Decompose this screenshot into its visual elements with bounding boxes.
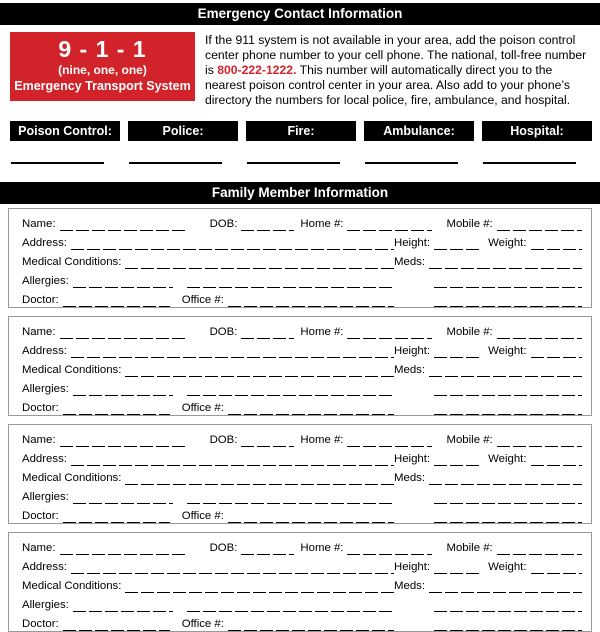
allergies-blank-line: [73, 598, 173, 612]
height-label: Height:: [394, 345, 431, 357]
meds-continuation-line-1: [434, 598, 582, 612]
doctor-label: Doctor:: [22, 294, 59, 306]
mobile-number-blank-line: [497, 541, 582, 555]
dob-label: DOB:: [209, 434, 238, 446]
allergies-blank-line: [73, 274, 173, 288]
meds-label: Meds:: [394, 256, 426, 268]
address-label: Address:: [22, 345, 67, 357]
emergency-section-title: Emergency Contact Information: [197, 6, 403, 21]
section-header-emergency: [0, 3, 600, 25]
member-row-identity: [22, 536, 582, 555]
allergies-continuation-line: [187, 382, 394, 396]
office-number-label: Office #:: [181, 294, 224, 306]
family-member-card: [8, 316, 592, 416]
weight-blank-line: [531, 344, 582, 358]
meds-blank-line: [429, 579, 582, 593]
family-member-card: [8, 208, 592, 308]
section-header-family: [0, 182, 600, 204]
doctor-label: Doctor:: [22, 402, 59, 414]
poison-control-phone-number: 800-222-1222.: [217, 63, 297, 77]
name-label: Name:: [22, 434, 56, 446]
meds-blank-line: [429, 255, 582, 269]
family-members-list: [8, 208, 592, 632]
allergies-label: Allergies:: [22, 491, 69, 503]
member-row-allergies: [22, 269, 582, 288]
name-label: Name:: [22, 542, 56, 554]
family-section-title: Family Member Information: [211, 185, 389, 200]
height-blank-line: [434, 344, 480, 358]
member-row-allergies: [22, 485, 582, 504]
name-label: Name:: [22, 218, 56, 230]
weight-blank-line: [531, 452, 582, 466]
badge-number: 9 - 1 - 1: [58, 36, 147, 62]
allergies-blank-line: [73, 490, 173, 504]
member-row-medical: [22, 250, 582, 269]
dob-label: DOB:: [209, 218, 238, 230]
meds-continuation-line-1: [434, 382, 582, 396]
member-row-doctor: [22, 396, 582, 415]
meds-continuation-line-1: [434, 490, 582, 504]
meds-label: Meds:: [394, 364, 426, 376]
mobile-number-label: Mobile #:: [446, 326, 493, 338]
member-row-doctor: [22, 504, 582, 523]
medical-conditions-blank-line: [125, 255, 394, 269]
doctor-label: Doctor:: [22, 510, 59, 522]
member-row-doctor: [22, 612, 582, 631]
allergies-continuation-line: [187, 274, 394, 288]
address-label: Address:: [22, 237, 67, 249]
dob-label: DOB:: [209, 542, 238, 554]
nine-one-one-badge: [10, 32, 195, 101]
name-label: Name:: [22, 326, 56, 338]
emergency-info-row: [10, 32, 592, 108]
dob-label: DOB:: [209, 326, 238, 338]
address-label: Address:: [22, 453, 67, 465]
height-label: Height:: [394, 237, 431, 249]
badge-phonetic: (nine, one, one): [58, 63, 147, 77]
allergies-blank-line: [73, 382, 173, 396]
height-blank-line: [434, 560, 480, 574]
contact-blank-line-police: [129, 162, 222, 164]
medical-conditions-blank-line: [125, 579, 394, 593]
contact-label-fire: Fire:: [246, 121, 356, 141]
member-row-address: [22, 555, 582, 574]
medical-conditions-blank-line: [125, 363, 394, 377]
contact-label-poison-control: Poison Control:: [10, 121, 120, 141]
poison-control-info-paragraph: [205, 33, 592, 108]
name-blank-line: [60, 325, 188, 339]
home-number-blank-line: [347, 433, 432, 447]
meds-continuation-line-1: [434, 274, 582, 288]
weight-label: Weight:: [488, 453, 527, 465]
doctor-label: Doctor:: [22, 618, 59, 630]
meds-continuation-line-2: [434, 293, 582, 307]
address-blank-line: [71, 560, 394, 574]
mobile-number-blank-line: [497, 325, 582, 339]
meds-blank-line: [429, 471, 582, 485]
address-blank-line: [71, 236, 394, 250]
dob-blank-line: [241, 217, 294, 231]
contact-blank-line-ambulance: [365, 162, 458, 164]
member-row-medical: [22, 574, 582, 593]
mobile-number-blank-line: [497, 433, 582, 447]
medical-conditions-blank-line: [125, 471, 394, 485]
dob-blank-line: [241, 541, 294, 555]
member-row-identity: [22, 212, 582, 231]
height-label: Height:: [394, 453, 431, 465]
contact-labels-row: [10, 121, 592, 141]
home-number-blank-line: [347, 325, 432, 339]
office-number-label: Office #:: [181, 402, 224, 414]
meds-continuation-line-2: [434, 509, 582, 523]
office-number-blank-line: [228, 293, 394, 307]
mobile-number-label: Mobile #:: [446, 218, 493, 230]
name-blank-line: [60, 541, 188, 555]
home-number-label: Home #:: [300, 218, 344, 230]
medical-conditions-label: Medical Conditions:: [22, 472, 122, 484]
member-row-identity: [22, 320, 582, 339]
meds-continuation-line-2: [434, 401, 582, 415]
member-row-allergies: [22, 593, 582, 612]
weight-blank-line: [531, 560, 582, 574]
weight-label: Weight:: [488, 345, 527, 357]
office-number-label: Office #:: [181, 510, 224, 522]
doctor-blank-line: [63, 293, 170, 307]
name-blank-line: [60, 433, 188, 447]
doctor-blank-line: [63, 617, 170, 631]
address-label: Address:: [22, 561, 67, 573]
contact-label-police: Police:: [128, 121, 238, 141]
weight-label: Weight:: [488, 237, 527, 249]
height-label: Height:: [394, 561, 431, 573]
contact-blank-lines-row: [10, 162, 592, 164]
family-member-card: [8, 532, 592, 632]
medical-conditions-label: Medical Conditions:: [22, 256, 122, 268]
badge-system-name: Emergency Transport System: [14, 79, 191, 93]
medical-conditions-label: Medical Conditions:: [22, 580, 122, 592]
member-row-address: [22, 339, 582, 358]
weight-label: Weight:: [488, 561, 527, 573]
meds-continuation-line-2: [434, 617, 582, 631]
contact-blank-line-fire: [247, 162, 340, 164]
office-number-blank-line: [228, 617, 394, 631]
member-row-doctor: [22, 288, 582, 307]
address-blank-line: [71, 452, 394, 466]
weight-blank-line: [531, 236, 582, 250]
medical-conditions-label: Medical Conditions:: [22, 364, 122, 376]
dob-blank-line: [241, 325, 294, 339]
home-number-label: Home #:: [300, 542, 344, 554]
home-number-label: Home #:: [300, 434, 344, 446]
office-number-blank-line: [228, 401, 394, 415]
allergies-label: Allergies:: [22, 275, 69, 287]
allergies-label: Allergies:: [22, 383, 69, 395]
meds-blank-line: [429, 363, 582, 377]
contact-label-ambulance: Ambulance:: [364, 121, 474, 141]
allergies-continuation-line: [187, 598, 394, 612]
name-blank-line: [60, 217, 188, 231]
family-member-card: [8, 424, 592, 524]
office-number-blank-line: [228, 509, 394, 523]
member-row-medical: [22, 466, 582, 485]
height-blank-line: [434, 236, 480, 250]
contact-label-hospital: Hospital:: [482, 121, 592, 141]
contact-blank-line-poison-control: [11, 162, 104, 164]
meds-label: Meds:: [394, 580, 426, 592]
home-number-blank-line: [347, 541, 432, 555]
meds-label: Meds:: [394, 472, 426, 484]
member-row-medical: [22, 358, 582, 377]
home-number-label: Home #:: [300, 326, 344, 338]
home-number-blank-line: [347, 217, 432, 231]
member-row-identity: [22, 428, 582, 447]
mobile-number-label: Mobile #:: [446, 434, 493, 446]
member-row-address: [22, 447, 582, 466]
info-text-after: This number will automatically direct you to the nearest poison control center in your area. Also add to your phone’s directory the numbers for local police, fire, ambulance, and hospital.: [205, 63, 571, 107]
member-row-address: [22, 231, 582, 250]
dob-blank-line: [241, 433, 294, 447]
office-number-label: Office #:: [181, 618, 224, 630]
doctor-blank-line: [63, 509, 170, 523]
mobile-number-blank-line: [497, 217, 582, 231]
allergies-label: Allergies:: [22, 599, 69, 611]
info-text-before: If the 911 system is not available in your area, add the poison control center phone number to your cell phone. The national, toll-free number is: [205, 33, 587, 77]
address-blank-line: [71, 344, 394, 358]
mobile-number-label: Mobile #:: [446, 542, 493, 554]
contact-blank-line-hospital: [483, 162, 576, 164]
allergies-continuation-line: [187, 490, 394, 504]
doctor-blank-line: [63, 401, 170, 415]
member-row-allergies: [22, 377, 582, 396]
height-blank-line: [434, 452, 480, 466]
